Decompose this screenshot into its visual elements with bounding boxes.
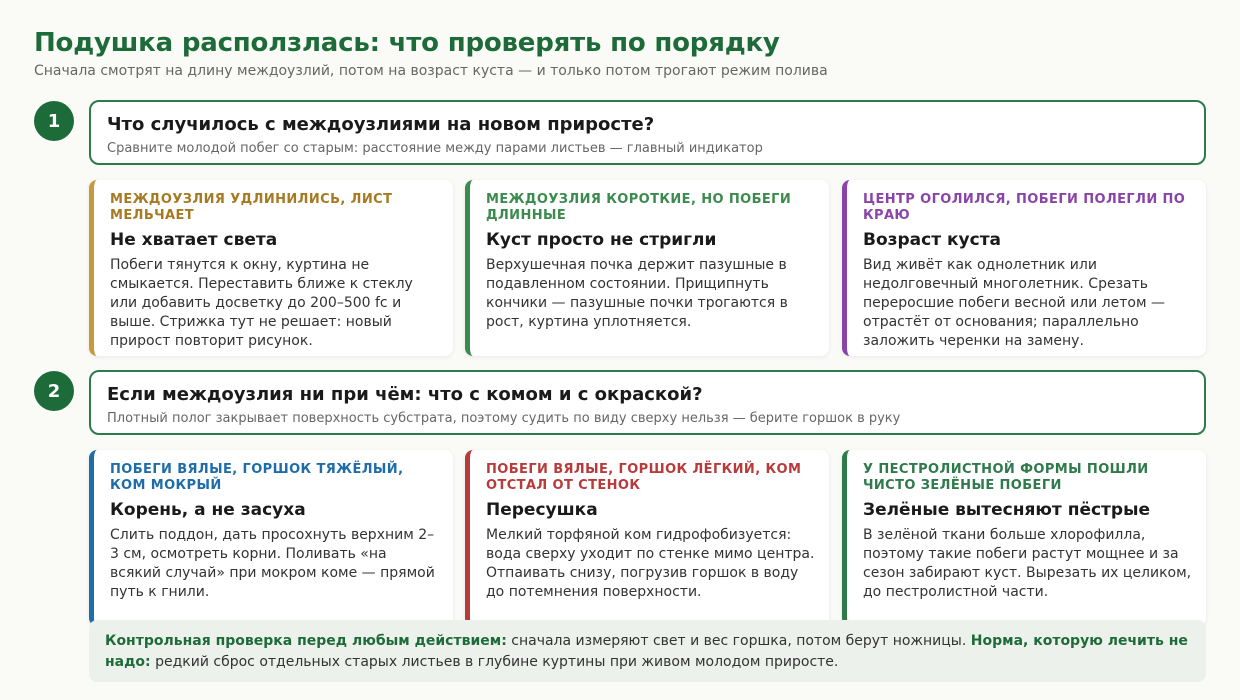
card-tag: ПОБЕГИ ВЯЛЫЕ, ГОРШОК ЛЁГКИЙ, КОМ ОТСТАЛ ОТ СТЕНОК [486, 462, 802, 493]
card-title: Пересушка [486, 500, 598, 520]
card-body: Мелкий торфяной ком гидрофобизуется: вода сверху уходит по стенке мимо центра. Отпаивать снизу, погрузив горшок в воду до потемнения поверхности. [486, 527, 815, 600]
question-hint: Сравните молодой побег со старым: расстояние между парами листьев — главный индикатор [107, 141, 763, 156]
card-tag: ЦЕНТР ОГОЛИЛСЯ, ПОБЕГИ ПОЛЕГЛИ ПО КРАЮ [863, 192, 1186, 223]
card-title: Не хватает света [110, 230, 278, 250]
card-tag: ПОБЕГИ ВЯЛЫЕ, ГОРШОК ТЯЖЁЛЫЙ, КОМ МОКРЫЙ [110, 462, 404, 493]
card-body: Верхушечная почка держит пазушные в подавленном состоянии. Прищипнуть кончики — пазушные почки трогаются в рост, куртина уплотняется. [486, 257, 788, 330]
card-body: Слить поддон, дать просохнуть верхним 2–3 см, осмотреть корни. Поливать «на всякий случай» при мокром коме — прямой путь к гнили. [110, 527, 435, 600]
question-title: Что случилось с междоузлиями на новом приросте? [107, 114, 655, 135]
step-number-1: 1 [34, 101, 74, 141]
question-box-1 [89, 100, 1206, 165]
card-body: Побеги тянутся к окну, куртина не смыкается. Переставить ближе к стеклу или добавить досветку до 200–500 fc и выше. Стрижка тут не решает: новый прирост повторит рисунок. [110, 257, 413, 349]
control-check-note [89, 620, 1206, 682]
card-body: Вид живёт как однолетник или недолговечный многолетник. Срезать переросшие побеги весной или летом — отрастёт от основания; параллельно заложить черенки на замену. [863, 257, 1165, 349]
question-hint: Плотный полог закрывает поверхность субстрата, поэтому судить по виду сверху нельзя — берите горшок в руку [107, 411, 901, 426]
card-root [89, 450, 453, 626]
step-number-2: 2 [34, 371, 74, 411]
page-title: Подушка расползлась: что проверять по порядку [34, 28, 780, 58]
card-title: Корень, а не засуха [110, 500, 306, 520]
note-bold-check: Контрольная проверка перед любым действием: [105, 633, 507, 649]
question-title: Если междоузлия ни при чём: что с комом и с окраской? [107, 384, 703, 405]
note-text-norm: редкий сброс отдельных старых листьев в глубине куртины при живом молодом приросте. [150, 654, 839, 670]
card-dry [465, 450, 829, 626]
card-title: Куст просто не стригли [486, 230, 717, 250]
card-tag: МЕЖДОУЗЛИЯ УДЛИНИЛИСЬ, ЛИСТ МЕЛЬЧАЕТ [110, 192, 393, 223]
card-title: Зелёные вытесняют пёстрые [863, 500, 1150, 520]
page-subtitle: Сначала смотрят на длину междоузлий, потом на возраст куста — и только потом трогают режим полива [34, 63, 828, 79]
card-variegation [842, 450, 1206, 626]
card-body: В зелёной ткани больше хлорофилла, поэтому такие побеги растут мощнее и за сезон забирают куст. Вырезать их целиком, до пестролистной части. [863, 527, 1192, 600]
note-text-check: сначала измеряют свет и вес горшка, потом берут ножницы. [506, 633, 971, 649]
card-age [842, 180, 1206, 356]
card-pinch [465, 180, 829, 356]
card-tag: У ПЕСТРОЛИСТНОЙ ФОРМЫ ПОШЛИ ЧИСТО ЗЕЛЁНЫЕ ПОБЕГИ [863, 462, 1149, 493]
question-box-2 [89, 370, 1206, 435]
note-bold-norm: Норма, которую лечить не надо: [105, 633, 1188, 670]
card-tag: МЕЖДОУЗЛИЯ КОРОТКИЕ, НО ПОБЕГИ ДЛИННЫЕ [486, 192, 792, 223]
card-title: Возраст куста [863, 230, 1002, 250]
card-light [89, 180, 453, 356]
